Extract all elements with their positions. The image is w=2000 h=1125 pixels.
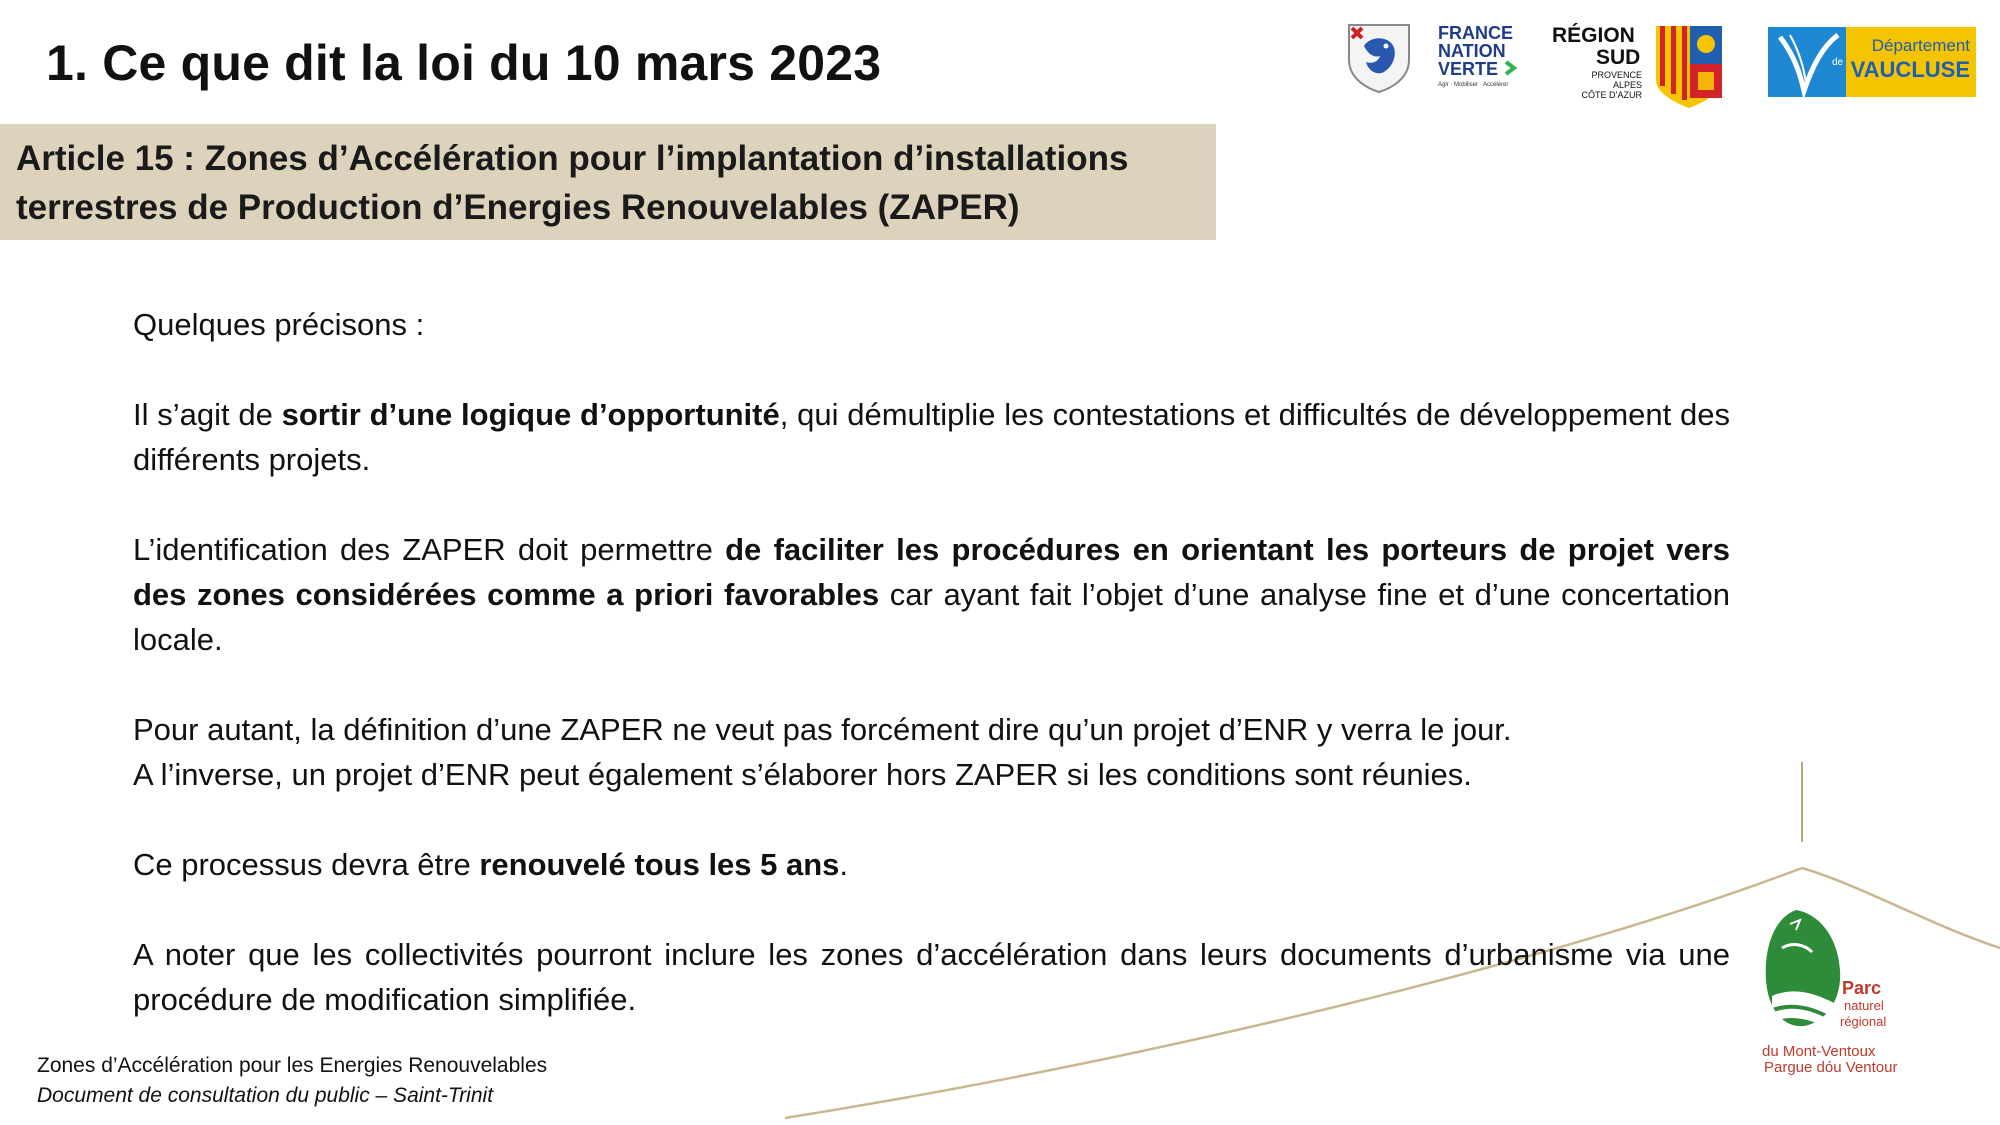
region-sud-logo — [1550, 22, 1726, 110]
article-banner — [0, 124, 1216, 240]
vaucluse-line-1: Département — [1871, 36, 1970, 55]
paragraph-definition-line-2: A l’inverse, un projet d’ENR peut également s’élaborer hors ZAPER si les conditions sont réunies. — [133, 757, 1472, 792]
p4-bold: renouvelé tous les 5 ans — [479, 847, 840, 882]
parc-line-2: naturel — [1844, 998, 1884, 1013]
paragraph-identification — [133, 527, 1730, 662]
parc-emblem-icon — [1766, 910, 1840, 1026]
p1-text-c: , qui démultiplie les contestations et difficultés de développement des différents projets. — [133, 397, 1730, 477]
fnv-line-3: VERTE — [1438, 59, 1499, 79]
vaucluse-logo — [1768, 27, 1976, 97]
shield-icon — [1346, 22, 1412, 94]
parc-line-1: Parc — [1842, 978, 1882, 998]
vaucluse-de: de — [1832, 57, 1844, 68]
p4-text-c: . — [839, 847, 849, 882]
paragraph-opportunity — [133, 392, 1730, 482]
parc-mont-ventoux-icon — [1760, 908, 1898, 1082]
fnv-tagline: Agir · Mobiliser · Accélérer — [1438, 82, 1509, 88]
coat-of-arms-logo — [1346, 22, 1412, 94]
page-title: 1. Ce que dit la loi du 10 mars 2023 — [46, 35, 882, 91]
region-shield-icon — [1656, 26, 1722, 108]
parc-line-4: du Mont-Ventoux — [1762, 1043, 1876, 1060]
parc-mont-ventoux-logo — [1760, 908, 1898, 1082]
region-sub-1: PROVENCE — [1591, 70, 1642, 80]
fnv-line-2: NATION — [1438, 41, 1506, 61]
paragraph-renewal — [133, 842, 1730, 887]
p2-text-a: L’identification des ZAPER doit permettre — [133, 532, 726, 567]
main-content — [133, 302, 1730, 1022]
france-nation-verte-icon — [1436, 22, 1528, 90]
p2-bold: de faciliter les procédures en orientant les porteurs de projet vers des zones considérées comme a priori favorables — [133, 532, 1730, 612]
vaucluse-icon — [1768, 27, 1976, 97]
paragraph-urbanism: A noter que les collectivités pourront inclure les zones d’accélération dans leurs documents d’urbanisme via une procédure de modification simplifiée. — [133, 937, 1730, 1017]
article-title-line-1: Article 15 : Zones d’Accélération pour l’implantation d’installations — [16, 139, 1129, 178]
p1-text-a: Il s’agit de — [133, 397, 282, 432]
p1-bold: sortir d’une logique d’opportunité — [281, 397, 780, 432]
paragraph-definition-line-1: Pour autant, la définition d’une ZAPER ne veut pas forcément dire qu’un projet d’ENR y verra le jour. — [133, 712, 1512, 747]
intro-text: Quelques précisons : — [133, 307, 425, 342]
region-sub-3: CÔTE D’AZUR — [1581, 90, 1642, 100]
france-nation-verte-logo — [1436, 22, 1528, 90]
p2-text-c: car ayant fait l’objet d’une analyse fine et d’une concertation locale. — [133, 577, 1730, 657]
p4-text-a: Ce processus devra être — [133, 847, 480, 882]
footer-line-2: Document de consultation du public – Saint-Trinit — [37, 1084, 494, 1107]
parc-line-5: Pargue dóu Ventour — [1764, 1059, 1898, 1076]
article-title-line-2: terrestres de Production d’Energies Renouvelables (ZAPER) — [16, 188, 1020, 227]
parc-line-3: régional — [1840, 1014, 1887, 1029]
vaucluse-line-2: VAUCLUSE — [1850, 57, 1970, 82]
region-line-2: SUD — [1596, 46, 1641, 69]
region-sub-2: ALPES — [1612, 80, 1642, 90]
region-line-1: RÉGION — [1552, 24, 1635, 47]
region-sud-icon — [1550, 22, 1726, 110]
footer — [37, 1051, 547, 1111]
fnv-line-1: FRANCE — [1438, 23, 1513, 43]
footer-line-1: Zones d’Accélération pour les Energies Renouvelables — [37, 1054, 548, 1077]
